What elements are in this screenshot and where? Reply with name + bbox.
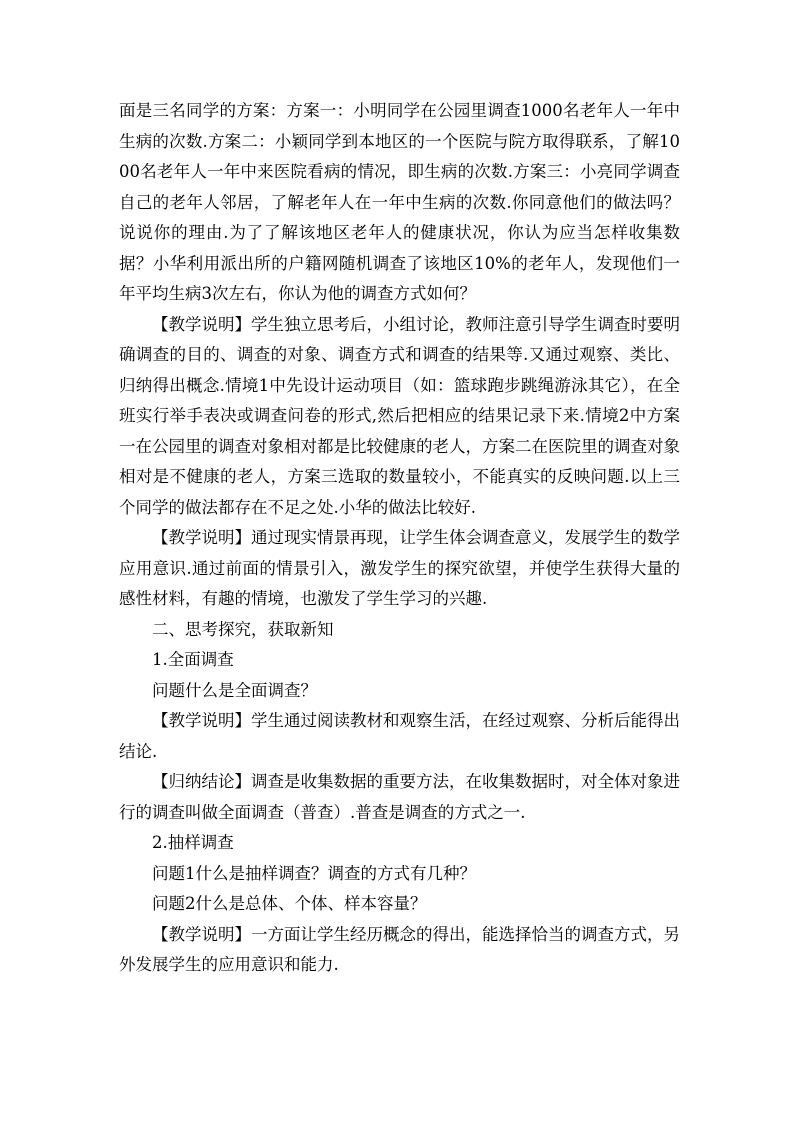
paragraph-conclusion: 【归纳结论】调查是收集数据的重要方法，在收集数据时，对全体对象进行的调查叫做全面调查（普查）.普查是调查的方式之一.	[119, 772, 680, 822]
section-heading-explore: 二、思考探究，获取新知	[152, 619, 334, 639]
paragraph-teaching-note-2: 【教学说明】通过现实情景再现，让学生体会调查意义，发展学生的数学应用意识.通过前面的情景引入，激发学生的探究欲望，并使学生获得大量的感性材料，有趣的情境，也激发了学生学习的兴趣.	[119, 528, 680, 608]
question-1-sample-survey: 问题1什么是抽样调查？调查的方式有几种？	[152, 863, 476, 883]
question-full-survey: 问题什么是全面调查？	[152, 680, 317, 700]
paragraph-teaching-note-3: 【教学说明】学生通过阅读教材和观察生活，在经过观察、分析后能得出结论.	[119, 711, 680, 761]
paragraph-teaching-note-4: 【教学说明】一方面让学生经历概念的得出，能选择恰当的调查方式，另外发展学生的应用意识和能力.	[119, 924, 680, 974]
paragraph-teaching-note-1: 【教学说明】学生独立思考后，小组讨论，教师注意引导学生调查时要明确调查的目的、调查的对象、调查方式和调查的结果等.又通过观察、类比、归纳得出概念.情境1中先设计运动项目（如：篮球跑步跳绳游泳其它），在全班实行举手表决或调查问卷的形式,然后把相应的结果记录下来.情境2中方案一在公园里的调查对象相对都是比较健康的老人，方案二在医院里的调查对象相对是不健康的老人，方案三选取的数量较小，不能真实的反映问题.以上三个同学的做法都存在不足之处.小华的做法比较好.	[119, 314, 680, 517]
subheading-full-survey: 1.全面调查	[152, 650, 234, 669]
document-page	[119, 96, 680, 981]
question-2-population: 问题2什么是总体、个体、样本容量？	[152, 894, 427, 913]
subheading-sample-survey: 2.抽样调查	[152, 833, 234, 852]
paragraph-scenario-plans: 面是三名同学的方案：方案一：小明同学在公园里调查1000名老年人一年中生病的次数.方案二：小颖同学到本地区的一个医院与院方取得联系，了解1000名老年人一年中来医院看病的情况，即生病的次数.方案三：小亮同学调查自己的老年人邻居，了解老年人在一年中生病的次数.你同意他们的做法吗？说说你的理由.为了了解该地区老年人的健康状况，你认为应当怎样收集数据？小华利用派出所的户籍网随机调查了该地区10%的老年人，发现他们一年平均生病3次左右，你认为他的调查方式如何？	[119, 101, 680, 303]
